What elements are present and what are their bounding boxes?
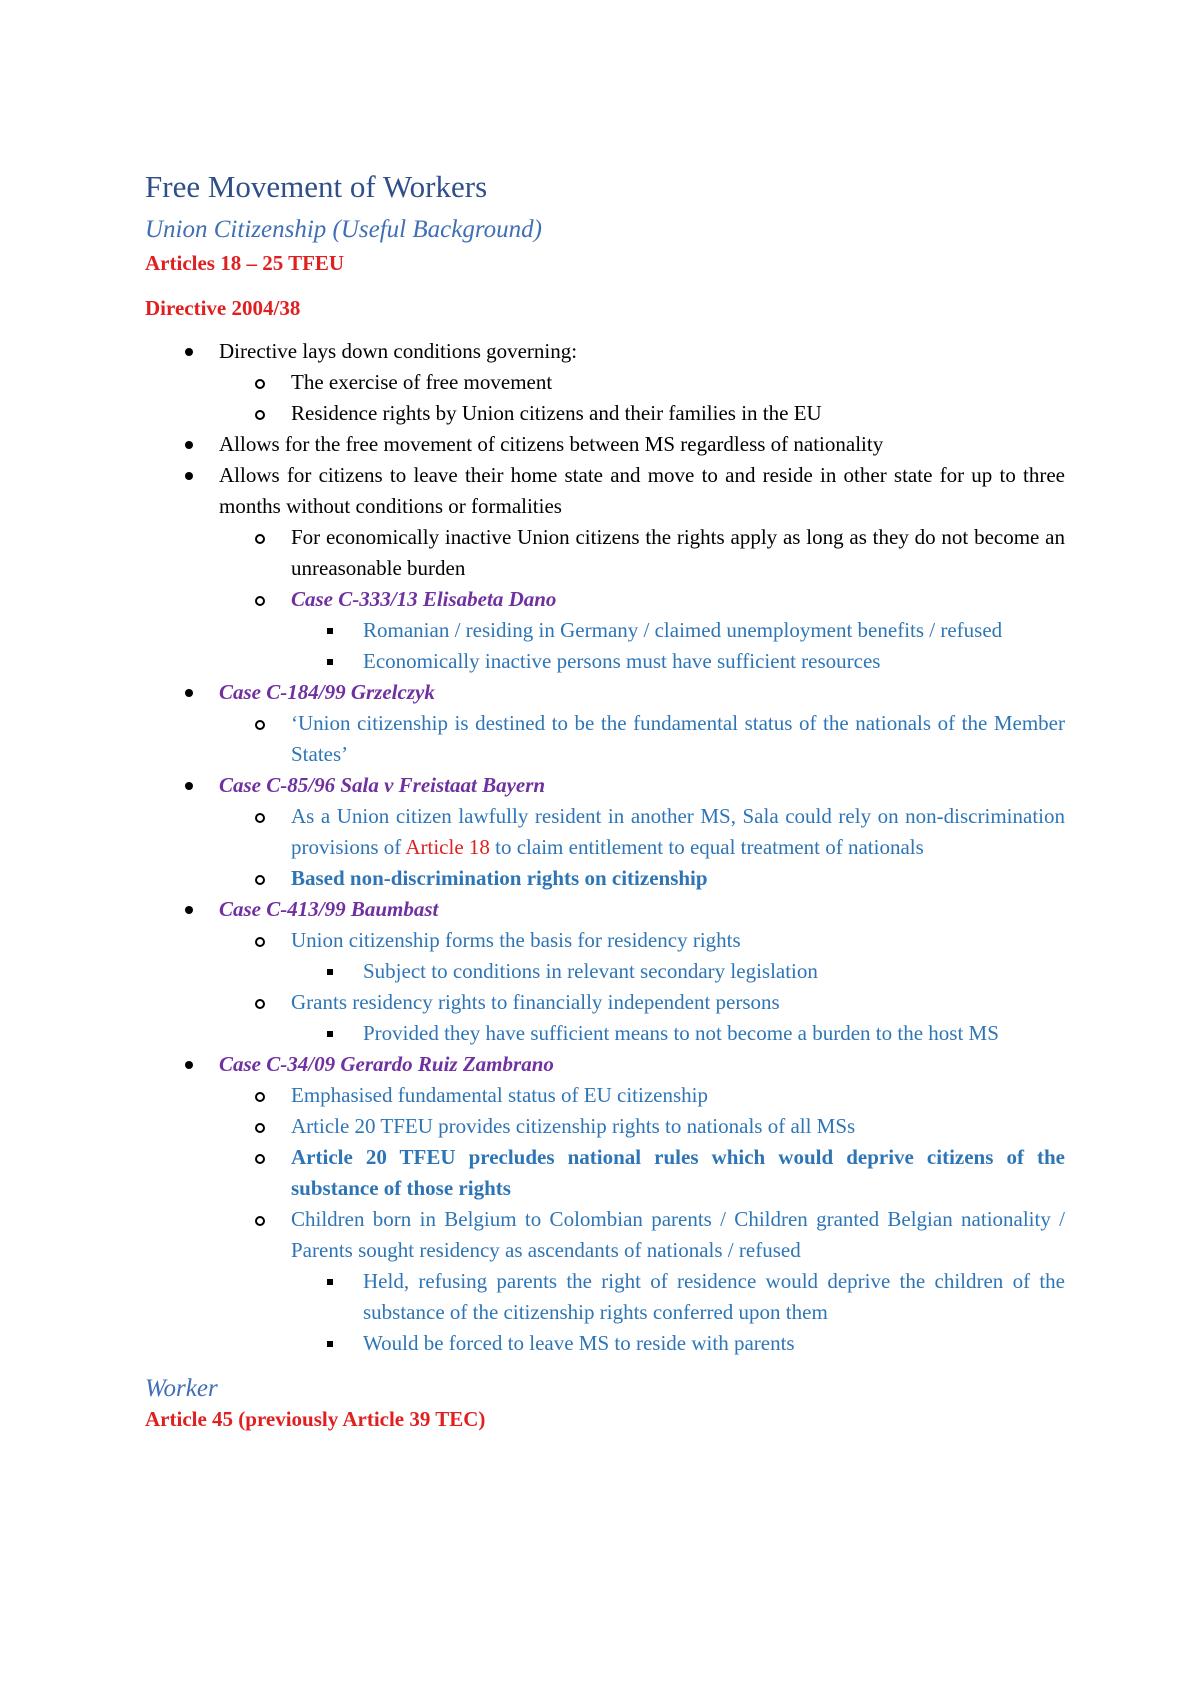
main-bullet-list <box>145 336 1065 1359</box>
list-item <box>219 584 1065 677</box>
list-item <box>145 894 1065 1049</box>
sub-list <box>145 925 1065 1049</box>
sub-sub-list <box>291 1266 1065 1359</box>
list-item: Allows for citizens to leave their home state and move to and reside in other state for up to three months without conditions or formalities For economically inactive Union citizens the rights apply as long as they do not become an unreasonable burden Case C-333/13 Elisabeta Dano Romanian / residing in Germany / claimed unemployment benefits / refused Economically inactive persons must have sufficient resources <box>145 460 1065 677</box>
sub-sub-list <box>291 615 1065 677</box>
list-item <box>145 1049 1065 1359</box>
list-item <box>145 677 1065 770</box>
article-reference: Article 18 <box>405 834 490 859</box>
list-item: Provided they have sufficient means to not become a burden to the host MS <box>291 1018 1065 1049</box>
list-item: Article 20 TFEU precludes national rules which would deprive citizens of the substance of those rights <box>219 1142 1065 1204</box>
list-item <box>145 770 1065 894</box>
sub-list <box>145 1080 1065 1359</box>
article45-heading: Article 45 (previously Article 39 TEC) <box>145 1407 486 1432</box>
list-item: Directive lays down conditions governing: The exercise of free movement Residence rights by Union citizens and their families in the EU <box>145 336 1065 429</box>
sub-list <box>145 522 1065 677</box>
list-item: Children born in Belgium to Colombian parents / Children granted Belgian nationality / Parents sought residency as ascendants of nationals / refused Held, refusing parents the right of residence would deprive the children of the substance of the citizenship rights conferred upon them Would be forced to leave MS to reside with parents <box>219 1204 1065 1359</box>
directive-heading: Directive 2004/38 <box>145 295 301 320</box>
sub-list <box>145 367 1065 429</box>
section-subtitle: Union Citizenship (Useful Background) <box>145 216 542 244</box>
sub-sub-list <box>291 1018 1065 1049</box>
list-item: Subject to conditions in relevant secondary legislation <box>291 956 1065 987</box>
list-item: The exercise of free movement <box>219 367 1065 398</box>
case-name: Case C-34/09 Gerardo Ruiz Zambrano <box>219 1051 554 1076</box>
case-name: Case C-333/13 Elisabeta Dano <box>291 586 557 611</box>
list-item: Economically inactive persons must have sufficient resources <box>291 646 1065 677</box>
list-item: For economically inactive Union citizens the rights apply as long as they do not become an unreasonable burden <box>219 522 1065 584</box>
list-item: As a Union citizen lawfully resident in another MS, Sala could rely on non-discrimination provisions of Article 18 to claim entitlement to equal treatment of nationals <box>219 801 1065 863</box>
worker-heading: Worker <box>145 1374 218 1402</box>
list-item: Romanian / residing in Germany / claimed unemployment benefits / refused <box>291 615 1065 646</box>
list-item: Grants residency rights to financially independent persons Provided they have sufficient means to not become a burden to the host MS <box>219 987 1065 1049</box>
case-name: Case C-85/96 Sala v Freistaat Bayern <box>219 772 546 797</box>
list-item: Based non-discrimination rights on citizenship <box>219 863 1065 894</box>
list-item: ‘Union citizenship is destined to be the fundamental status of the nationals of the Member States’ <box>219 708 1065 770</box>
articles-heading: Articles 18 – 25 TFEU <box>145 251 345 276</box>
case-name: Case C-413/99 Baumbast <box>219 896 439 921</box>
list-item: Residence rights by Union citizens and their families in the EU <box>219 398 1065 429</box>
page-title: Free Movement of Workers <box>145 169 488 204</box>
sub-list <box>145 708 1065 770</box>
list-item: Union citizenship forms the basis for residency rights Subject to conditions in relevant secondary legislation <box>219 925 1065 987</box>
sub-sub-list <box>291 956 1065 987</box>
list-item: Emphasised fundamental status of EU citizenship <box>219 1080 1065 1111</box>
list-item: Held, refusing parents the right of residence would deprive the children of the substance of the citizenship rights conferred upon them <box>291 1266 1065 1328</box>
case-name: Case C-184/99 Grzelczyk <box>219 679 435 704</box>
document-body <box>145 168 1065 1434</box>
list-item: Article 20 TFEU provides citizenship rights to nationals of all MSs <box>219 1111 1065 1142</box>
list-item: Allows for the free movement of citizens between MS regardless of nationality <box>145 429 1065 460</box>
sub-list <box>145 801 1065 894</box>
list-item: Would be forced to leave MS to reside with parents <box>291 1328 1065 1359</box>
